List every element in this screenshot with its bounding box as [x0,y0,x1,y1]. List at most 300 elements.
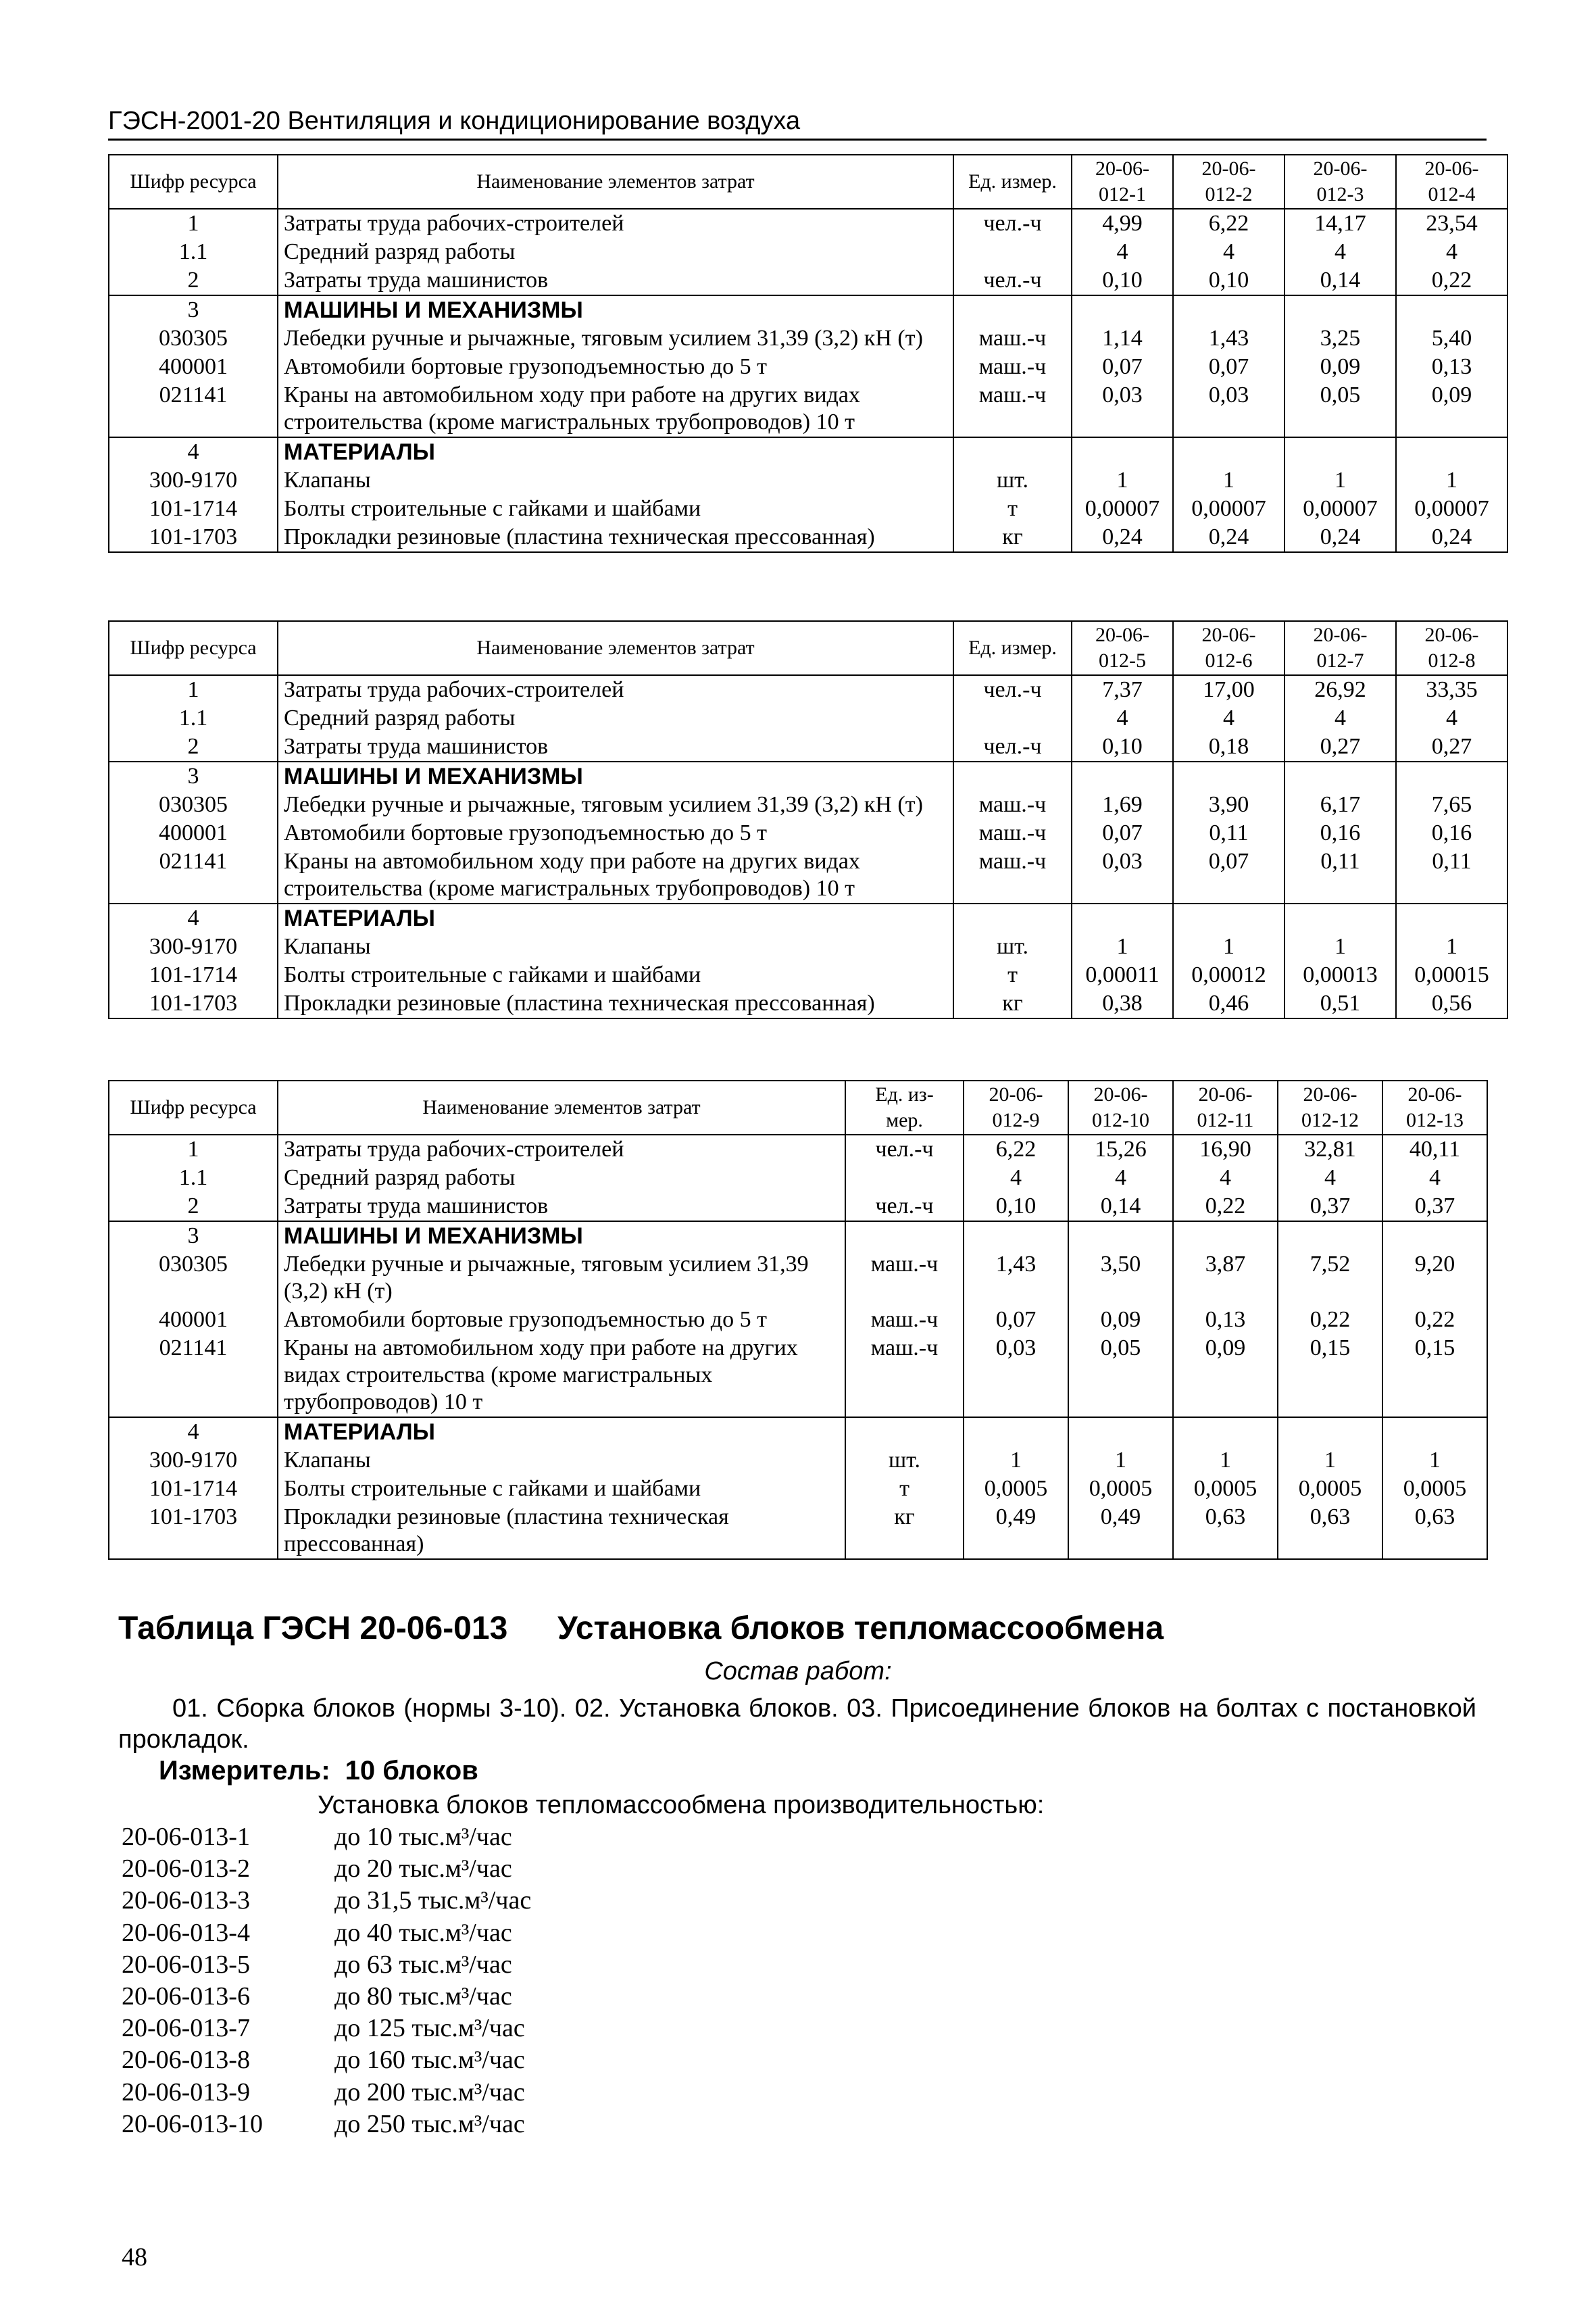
norm-value: 0,14 [1285,266,1396,295]
col-norm-header [1285,621,1396,675]
norm-value: 0,49 [1068,1503,1173,1559]
norm-capacity: до 31,5 тыс.м³/час [334,1886,532,1915]
norm-value: 7,52 [1278,1250,1382,1306]
norm-value [1072,762,1173,791]
norm-value: 0,10 [964,1192,1068,1221]
norm-value: 4 [1072,704,1173,733]
norm-value: 32,81 [1278,1135,1382,1164]
table-row [109,1250,1487,1306]
table-title-name: Установка блоков тепломассообмена [557,1610,1164,1646]
norm-value: 0,05 [1068,1334,1173,1417]
norm-value: 0,03 [1072,381,1173,437]
table-row [109,1334,1487,1417]
unit: т [845,1475,964,1503]
table-row [109,266,1507,295]
norm-value: 0,37 [1382,1192,1487,1221]
resource-name: Болты строительные с гайками и шайбами [278,961,953,989]
col-norm-header [1072,155,1173,209]
norm-value [964,1417,1068,1446]
list-item [122,1853,531,1885]
norm-value: 0,00007 [1072,495,1173,523]
unit [953,238,1072,266]
norm-value [1068,1221,1173,1250]
unit: шт. [845,1446,964,1475]
unit [953,762,1072,791]
col-unit-header: Ед. измер. [953,621,1072,675]
norm-value [1396,295,1507,324]
norm-value: 1 [1285,466,1396,495]
col-norm-header [1173,155,1285,209]
list-item [122,2077,531,2109]
norm-value: 40,11 [1382,1135,1487,1164]
resource-code: 1.1 [109,238,278,266]
norm-value: 0,03 [964,1334,1068,1417]
norm-value [1072,904,1173,933]
norm-value [1396,762,1507,791]
norm-value: 1 [1072,933,1173,961]
resource-code: 101-1714 [109,495,278,523]
list-item [122,1981,531,2013]
col-norm-header-part: 20-06- [1407,1083,1462,1106]
col-norm-header-part: 012-7 [1316,649,1364,672]
resource-name: Клапаны [278,466,953,495]
col-norm-header-part: 20-06- [1201,624,1256,646]
norm-code: 20-06-013-6 [122,1982,250,2011]
resource-code: 2 [109,733,278,762]
resource-code: 2 [109,1192,278,1221]
table-row [109,523,1507,552]
unit: чел.-ч [953,266,1072,295]
norm-capacity: до 125 тыс.м³/час [334,2014,525,2043]
table-row [109,1446,1487,1475]
norm-value: 0,15 [1278,1334,1382,1417]
norm-value: 0,22 [1382,1306,1487,1334]
col-norm-header-part: 012-13 [1406,1109,1464,1131]
table-row [109,819,1507,847]
meter-description: Установка блоков тепломассообмена производительностью: [318,1791,1045,1819]
norm-value [1382,1221,1487,1250]
norm-value: 0,24 [1072,523,1173,552]
composition-title: Состав работ: [704,1657,892,1685]
meter [159,1756,478,1786]
unit [953,704,1072,733]
norm-value: 1 [1173,1446,1278,1475]
norm-value: 4 [1285,704,1396,733]
table-title-number: Таблица ГЭСН 20-06-013 [118,1610,508,1646]
unit: шт. [953,466,1072,495]
col-norm-header [1173,1081,1278,1135]
norm-value: 16,90 [1173,1135,1278,1164]
unit: чел.-ч [845,1135,964,1164]
norm-value: 0,22 [1396,266,1507,295]
norm-value: 0,00007 [1173,495,1285,523]
norm-value: 0,07 [964,1306,1068,1334]
unit [845,1164,964,1192]
resource-name: Затраты труда машинистов [278,266,953,295]
norm-value [1072,437,1173,466]
header-row [109,155,1507,209]
col-norm-header [1396,155,1507,209]
norm-value: 0,27 [1285,733,1396,762]
col-unit-header: Ед. измер. [953,155,1072,209]
norm-value: 15,26 [1068,1135,1173,1164]
unit [953,437,1072,466]
norm-value: 0,07 [1173,353,1285,381]
section-row [109,295,1507,324]
table-row [109,466,1507,495]
norm-value: 1,14 [1072,324,1173,353]
norm-value: 0,63 [1382,1503,1487,1559]
norm-capacity: до 40 тыс.м³/час [334,1918,512,1947]
norm-value: 1 [1072,466,1173,495]
resource-code: 400001 [109,353,278,381]
norm-value: 7,37 [1072,675,1173,704]
norm-value [1173,1417,1278,1446]
norm-value: 4 [1396,704,1507,733]
resource-code: 1 [109,675,278,704]
norm-capacity: до 10 тыс.м³/час [334,1823,512,1851]
norm-value: 1 [1396,933,1507,961]
resource-name: Затраты труда рабочих-строителей [278,209,953,238]
unit: маш.-ч [845,1334,964,1417]
table-row [109,1475,1487,1503]
col-norm-header-part: 012-2 [1205,183,1253,205]
resource-code: 021141 [109,1334,278,1417]
page-number: 48 [122,2243,147,2271]
header-row [109,621,1507,675]
norm-table-2 [108,620,1508,1019]
norm-code: 20-06-013-5 [122,1950,250,1979]
list-item [122,1917,531,1949]
col-name-header: Наименование элементов затрат [278,1081,845,1135]
norm-value: 7,65 [1396,791,1507,819]
norm-value: 4 [1173,1164,1278,1192]
norm-value: 0,10 [1072,733,1173,762]
unit [953,904,1072,933]
section-row [109,904,1507,933]
norm-value [1173,762,1285,791]
norm-value [1396,904,1507,933]
resource-code: 030305 [109,791,278,819]
norm-value: 4 [1072,238,1173,266]
resource-code: 300-9170 [109,466,278,495]
norm-value: 0,24 [1173,523,1285,552]
resource-name: Средний разряд работы [278,1164,845,1192]
norm-value: 3,90 [1173,791,1285,819]
norm-value: 4 [964,1164,1068,1192]
col-norm-header-part: 20-06- [1095,624,1149,646]
resource-code: 030305 [109,324,278,353]
table-row [109,1306,1487,1334]
col-unit-header-part: мер. [886,1109,923,1131]
col-unit-header-part: Ед. из- [875,1083,934,1106]
norm-capacity: до 80 тыс.м³/час [334,1982,512,2011]
resource-name: Автомобили бортовые грузоподъемностью до 5 т [278,819,953,847]
norm-value: 14,17 [1285,209,1396,238]
resource-code: 4 [109,1417,278,1446]
norm-value: 0,38 [1072,989,1173,1018]
resource-name: Затраты труда рабочих-строителей [278,1135,845,1164]
norm-value: 1 [1068,1446,1173,1475]
resource-name: Краны на автомобильном ходу при работе на других видах строительства (кроме магистральных трубопроводов) 10 т [278,847,953,904]
resource-name: Прокладки резиновые (пластина техническая прессованная) [278,989,953,1018]
norm-capacity: до 20 тыс.м³/час [334,1854,512,1884]
col-name-header: Наименование элементов затрат [278,621,953,675]
norm-value: 0,07 [1072,353,1173,381]
resource-code: 3 [109,1221,278,1250]
resource-code: 300-9170 [109,933,278,961]
norm-value: 1,69 [1072,791,1173,819]
norm-capacity: до 160 тыс.м³/час [334,2046,525,2075]
norm-value: 1 [964,1446,1068,1475]
table-row [109,1192,1487,1221]
norm-value: 4 [1173,238,1285,266]
norm-value: 1 [1396,466,1507,495]
norm-value: 0,09 [1285,353,1396,381]
section-title: МАТЕРИАЛЫ [278,1417,845,1446]
norm-value: 0,11 [1396,847,1507,904]
resource-name: Автомобили бортовые грузоподъемностью до 5 т [278,1306,845,1334]
table-row [109,1164,1487,1192]
resource-name: Краны на автомобильном ходу при работе на других видах строительства (кроме магистральных трубопроводов) 10 т [278,1334,845,1417]
norm-value [1285,437,1396,466]
table-row [109,1135,1487,1164]
section-title: МАТЕРИАЛЫ [278,904,953,933]
norm-value: 0,09 [1396,381,1507,437]
norm-value: 0,0005 [1173,1475,1278,1503]
section-title: МАШИНЫ И МЕХАНИЗМЫ [278,1221,845,1250]
norm-value: 1 [1278,1446,1382,1475]
unit: маш.-ч [953,353,1072,381]
norm-value: 4 [1285,238,1396,266]
col-name-header: Наименование элементов затрат [278,155,953,209]
norm-value [1068,1417,1173,1446]
resource-name: Краны на автомобильном ходу при работе на других видах строительства (кроме магистральных трубопроводов) 10 т [278,381,953,437]
composition-text: 01. Сборка блоков (нормы 3-10). 02. Установка блоков. 03. Присоединение блоков на болтах с постановкой прокладок. [118,1694,1476,1754]
resource-name: Клапаны [278,933,953,961]
norm-value: 23,54 [1396,209,1507,238]
col-norm-header-part: 20-06- [1095,157,1149,180]
resource-code: 021141 [109,381,278,437]
col-norm-header-part: 012-11 [1197,1109,1254,1131]
resource-code: 021141 [109,847,278,904]
col-norm-header-part: 20-06- [1201,157,1256,180]
norm-value: 1 [1382,1446,1487,1475]
resource-name: Лебедки ручные и рычажные, тяговым усилием 31,39 (3,2) кН (т) [278,1250,845,1306]
norm-value [1173,437,1285,466]
norm-value [1278,1221,1382,1250]
col-norm-header-part: 012-12 [1301,1109,1359,1131]
norm-value [1396,437,1507,466]
meter-value: 10 блоков [345,1756,478,1786]
resource-code: 101-1703 [109,1503,278,1559]
table-row [109,1503,1487,1559]
resource-code: 1.1 [109,704,278,733]
unit: маш.-ч [953,324,1072,353]
resource-code: 1 [109,1135,278,1164]
table-row [109,961,1507,989]
unit: маш.-ч [953,381,1072,437]
resource-code: 2 [109,266,278,295]
norm-value: 0,00007 [1396,495,1507,523]
norm-value [964,1221,1068,1250]
resource-code: 101-1714 [109,961,278,989]
norm-value: 0,46 [1173,989,1285,1018]
norm-value: 0,13 [1173,1306,1278,1334]
norm-value [1285,295,1396,324]
section-row [109,1417,1487,1446]
table-row [109,791,1507,819]
unit [953,295,1072,324]
norm-value: 1,43 [1173,324,1285,353]
col-norm-header [1072,621,1173,675]
section-row [109,1221,1487,1250]
meter-label: Измеритель: [159,1756,330,1786]
section-row [109,437,1507,466]
norm-value: 0,07 [1173,847,1285,904]
norm-value: 26,92 [1285,675,1396,704]
list-item [122,1949,531,1981]
norm-code: 20-06-013-1 [122,1823,250,1851]
col-norm-header-part: 20-06- [1198,1083,1253,1106]
resource-name: Прокладки резиновые (пластина техническая прессованная) [278,1503,845,1559]
norm-value: 0,09 [1068,1306,1173,1334]
resource-code: 1.1 [109,1164,278,1192]
norm-value: 0,16 [1285,819,1396,847]
running-header: ГЭСН-2001-20 Вентиляция и кондиционирование воздуха [108,107,1487,141]
resource-name: Средний разряд работы [278,238,953,266]
norm-value: 1 [1173,466,1285,495]
norm-value: 0,10 [1173,266,1285,295]
header-row [109,1081,1487,1135]
norm-capacity: до 200 тыс.м³/час [334,2077,525,2107]
table-row [109,933,1507,961]
resource-name: Болты строительные с гайками и шайбами [278,495,953,523]
resource-name: Затраты труда рабочих-строителей [278,675,953,704]
col-norm-header-part: 012-9 [992,1109,1040,1131]
norm-value: 0,22 [1278,1306,1382,1334]
unit: маш.-ч [953,791,1072,819]
section-title: МАШИНЫ И МЕХАНИЗМЫ [278,295,953,324]
resource-code: 3 [109,295,278,324]
unit: чел.-ч [953,675,1072,704]
norm-value: 17,00 [1173,675,1285,704]
col-norm-header-part: 20-06- [1424,157,1479,180]
norm-value: 0,27 [1396,733,1507,762]
resource-name: Средний разряд работы [278,704,953,733]
norm-value: 6,22 [964,1135,1068,1164]
norm-capacity: до 250 тыс.м³/час [334,2109,525,2138]
col-norm-header-part: 012-3 [1316,183,1364,205]
col-norm-header-part: 012-5 [1099,649,1146,672]
unit: маш.-ч [845,1306,964,1334]
unit: кг [845,1503,964,1559]
unit: т [953,495,1072,523]
resource-code: 4 [109,904,278,933]
col-norm-header [1068,1081,1173,1135]
norm-value: 0,11 [1285,847,1396,904]
resource-name: Лебедки ручные и рычажные, тяговым усилием 31,39 (3,2) кН (т) [278,791,953,819]
norm-value: 0,49 [964,1503,1068,1559]
norm-value [1072,295,1173,324]
unit: шт. [953,933,1072,961]
col-norm-header [1396,621,1507,675]
resource-code: 300-9170 [109,1446,278,1475]
norm-value: 0,14 [1068,1192,1173,1221]
resource-code: 101-1714 [109,1475,278,1503]
norm-value: 0,03 [1173,381,1285,437]
norm-value [1173,295,1285,324]
norm-value [1173,904,1285,933]
norm-value: 1 [1285,933,1396,961]
col-norm-header-part: 012-8 [1428,649,1476,672]
table-row [109,733,1507,762]
col-norm-header [964,1081,1068,1135]
norm-value: 0,0005 [964,1475,1068,1503]
norm-value: 9,20 [1382,1250,1487,1306]
resource-name: Клапаны [278,1446,845,1475]
list-item [122,2044,531,2076]
table-row [109,238,1507,266]
list-item [122,2109,531,2140]
resource-code: 4 [109,437,278,466]
list-item [122,2013,531,2044]
col-norm-header-part: 20-06- [1093,1083,1148,1106]
norm-value: 0,0005 [1278,1475,1382,1503]
norm-value: 0,00012 [1173,961,1285,989]
unit: т [953,961,1072,989]
norm-value: 0,03 [1072,847,1173,904]
norm-value: 0,13 [1396,353,1507,381]
col-code-header: Шифр ресурса [109,155,278,209]
unit: чел.-ч [845,1192,964,1221]
norm-code: 20-06-013-2 [122,1854,250,1884]
norm-value: 3,50 [1068,1250,1173,1306]
norm-value: 1,43 [964,1250,1068,1306]
norm-value [1285,904,1396,933]
col-norm-header [1173,621,1285,675]
resource-code: 400001 [109,1306,278,1334]
col-unit-header [845,1081,964,1135]
norm-list [122,1821,531,2140]
col-norm-header-part: 20-06- [1424,624,1479,646]
table-row [109,495,1507,523]
unit: маш.-ч [845,1250,964,1306]
table-row [109,704,1507,733]
list-item [122,1821,531,1853]
unit: маш.-ч [953,847,1072,904]
norm-code: 20-06-013-9 [122,2077,250,2107]
resource-code: 400001 [109,819,278,847]
resource-code: 3 [109,762,278,791]
unit: кг [953,989,1072,1018]
col-norm-header-part: 20-06- [989,1083,1043,1106]
col-norm-header [1382,1081,1487,1135]
norm-value: 4 [1382,1164,1487,1192]
norm-value [1285,762,1396,791]
norm-value: 4 [1173,704,1285,733]
col-norm-header-part: 012-1 [1099,183,1146,205]
col-norm-header [1285,155,1396,209]
norm-value: 0,0005 [1068,1475,1173,1503]
resource-code: 030305 [109,1250,278,1306]
norm-value: 0,10 [1072,266,1173,295]
norm-value: 0,05 [1285,381,1396,437]
col-norm-header-part: 20-06- [1313,624,1368,646]
norm-value: 4 [1396,238,1507,266]
norm-value: 0,15 [1382,1334,1487,1417]
col-norm-header-part: 20-06- [1313,157,1368,180]
